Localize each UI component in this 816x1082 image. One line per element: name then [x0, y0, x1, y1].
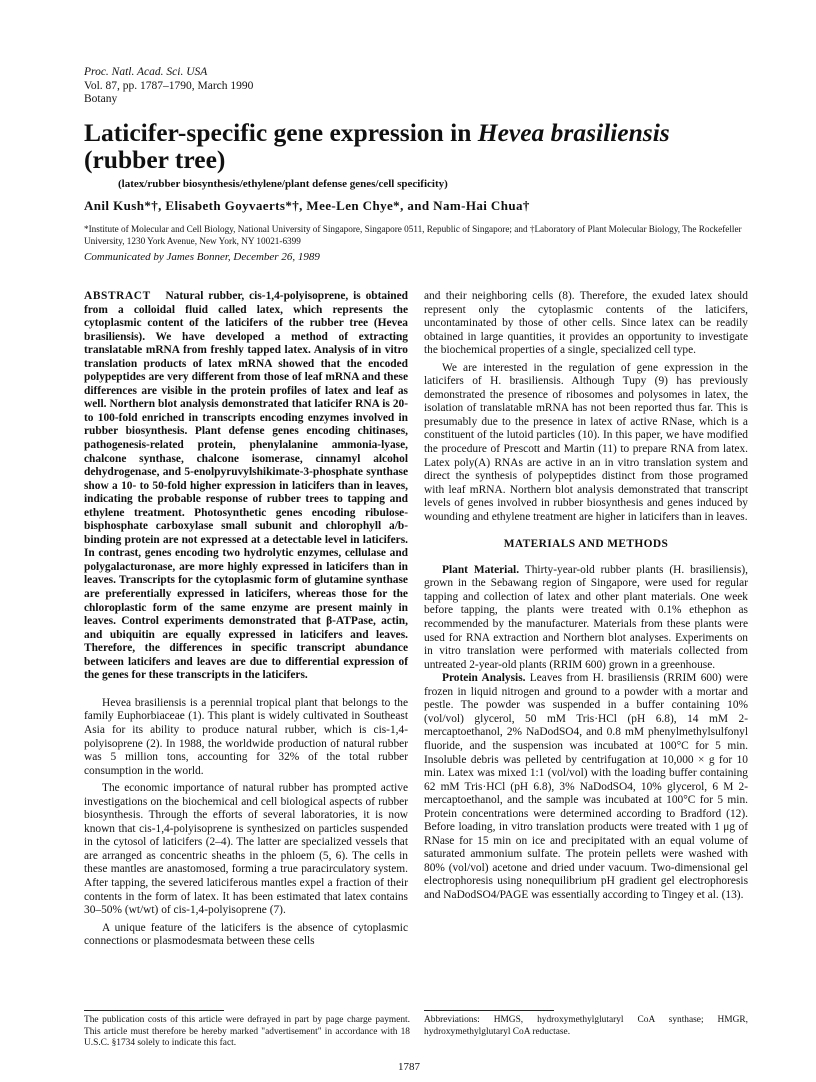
protein-analysis-heading: Protein Analysis. — [442, 672, 526, 685]
title-part1: Laticifer-specific gene expression in — [84, 118, 478, 147]
authors: Anil Kush*†, Elisabeth Goyvaerts*†, Mee-Len Chye*, and Nam-Hai Chua† — [84, 198, 530, 213]
abstract-text: Natural rubber, cis-1,4-polyisoprene, is obtained from a colloidal fluid called latex, which represents the cytoplasmic content of the laticifers of the rubber tree (Hevea brasiliensis). We have developed a method of extracting translatable mRNA from freshly tapped latex. Analysis of in vitro translation products of latex mRNA showed that the encoded polypeptides are very different from those of leaf mRNA and these differences are visible in the protein profiles of latex and leaf as well. Northern blot analysis demonstrated that laticifer RNA is 20- to 100-fold enriched in transcripts encoding enzymes involved in rubber biosynthesis. Plant defense genes encoding chitinases, pathogenesis-related protein, phenylalanine ammonia-lyase, chalcone synthase, chalcone isomerase, cinnamyl alcohol dehydrogenase, and 5-enolpyruvylshikimate-3-phosphate synthase show a 10- to 50-fold higher expression in laticifers than in leaves, indicating the probable response of rubber trees to tapping and ethylene treatment. Photosynthetic genes encoding ribulose-bisphosphate carboxylase small subunit and chlorophyll a/b-binding protein are not expressed at a detectable level in laticifers. In contrast, genes encoding two hydrolytic enzymes, cellulase and polygalacturonase, are more highly expressed in laticifers than in leaves. Transcripts for the cytoplasmic form of glutamine synthase are preferentially expressed in laticifers, whereas those for the chloroplastic form of the same enzyme are present mainly in leaves. Control experiments demonstrated that β-ATPase, actin, and ubiquitin are equally expressed in laticifers and leaves. Therefore, the differences in specific transcript abundance between laticifers and leaves are due to differential expression of the genes for these transcripts in the laticifers. — [84, 290, 408, 682]
abstract-label: ABSTRACT — [84, 290, 151, 302]
intro-paragraph-4: We are interested in the regulation of gene expression in the laticifers of H. brasiliensis. Although Tupy (9) has previously demonstrated the presence of ribosomes and polysomes in latex, the isolation of translatable mRNA has not been reported thus far. This is presumably due to the presence in latex of active RNase, which is a constituent of the lutoid particles (10). In this paper, we have modified the procedure of Prescott and Martin (11) to prepare RNA from latex. Latex poly(A) RNAs are active in an in vitro translation system and direct the synthesis of polypeptides distinct from those programed with leaf mRNA. Northern blot analysis demonstrated that transcript levels of genes involved in rubber biosynthesis and genes induced by wounding and ethylene treatment are higher in laticifers than in leaves. — [424, 361, 748, 523]
abbreviations-rule — [424, 1010, 554, 1011]
protein-analysis-paragraph — [424, 672, 748, 902]
abbreviations-footnote: Abbreviations: HMGS, hydroxymethylglutaryl CoA synthase; HMGR, hydroxymethylglutaryl CoA reductase. — [424, 1015, 748, 1037]
intro-paragraph-2: The economic importance of natural rubber has prompted active investigations on the biochemical and cell biological aspects of rubber biosynthesis. Through the efforts of several laboratories, it is now known that cis-1,4-polyisoprene is synthesized on particles suspended in the cytosol of laticifers (2–4). The latter are specialized vessels that are arranged as concentric sheaths in the phloem (5, 6). The cells in these mantles are anastomosed, forming a true paracirculatory system. After tapping, the severed laticiferous mantles expel a fraction of their contents in the form of latex. It has been estimated that latex contains 30–50% (wt/wt) of cis-1,4-polyisoprene (7). — [84, 782, 408, 917]
publication-footnote: The publication costs of this article were defrayed in part by page charge payment. This article must therefore be hereby marked "advertisement" in accordance with 18 U.S.C. §1734 solely to indicate this fact. — [84, 1015, 410, 1048]
title-part2: (rubber tree) — [84, 145, 226, 174]
right-column — [424, 290, 748, 903]
communicated-by: Communicated by James Bonner, December 26, 1989 — [84, 251, 320, 263]
title-species: Hevea brasiliensis — [477, 118, 670, 147]
article-title — [84, 119, 744, 173]
section-heading-methods: MATERIALS AND METHODS — [503, 538, 669, 551]
intro-paragraph-1: Hevea brasiliensis is a perennial tropical plant that belongs to the family Euphorbiaceae (1). This plant is widely cultivated in Southeast Asia for its ability to produce natural rubber, which is cis-1,4-polyisoprene (2). In 1988, the worldwide production of natural rubber was 5 million tons, accounting for 32% of the total rubber consumption in the world. — [84, 696, 408, 777]
page-number: 1787 — [398, 1061, 420, 1073]
volume-info: Vol. 87, pp. 1787–1790, March 1990 — [84, 79, 254, 92]
intro-paragraph-3: A unique feature of the laticifers is the absence of cytoplasmic connections or plasmodesmata between these cells — [84, 921, 408, 948]
intro-continuation: and their neighboring cells (8). Therefore, the exuded latex should represent only the cytoplasmic contents of the laticifers, uncontaminated by those of other cells. Since latex can be readily obtained in large quantities, it provides an opportunity to investigate the biochemical properties of a single, specialized cell type. — [424, 290, 748, 357]
abstract — [84, 290, 408, 683]
protein-analysis-text: Leaves from H. brasiliensis (RRIM 600) were frozen in liquid nitrogen and ground to a powder with a mortar and pestle. The powder was suspended in a buffer containing 10% (vol/vol) glycerol, 50 mM Tris·HCl (pH 6.8), 14 mM 2-mercaptoethanol, 2% NaDodSO4, and 0.8 mM phenylmethylsulfonyl fluoride, and the suspension was incubated at 100°C for 5 min. Insoluble debris was pelleted by centrifugation at 10,000 × g for 10 min. Latex was mixed 1:1 (vol/vol) with the loading buffer containing 62 mM Tris·HCl (pH 6.8), 3% NaDodSO4, 10% glycerol, 6 M 2-mercaptoethanol, and the sample was incubated at 100°C for 5 min. Protein concentrations were determined according to Bradford (12). Before loading, in vitro translation products were treated with 1 μg of RNase for 15 min on ice and precipitated with an equal volume of saturated ammonium sulfate. The protein pellets were washed with 80% (vol/vol) acetone and dried under vacuum. Two-dimensional gel electrophoresis using nonequilibrium pH gradient gel electrophoresis and NaDodSO4/PAGE was essentially according to Tingey et al. (13). — [424, 672, 748, 901]
keywords: (latex/rubber biosynthesis/ethylene/plant defense genes/cell specificity) — [118, 178, 448, 190]
affiliations: *Institute of Molecular and Cell Biology, National University of Singapore, Singapore 0511, Republic of Singapore; and †Laboratory of Plant Molecular Biology, The Rockefeller University, 1230 York Avenue, New York, NY 10021-6399 — [84, 224, 742, 246]
left-column — [84, 290, 408, 949]
journal-name: Proc. Natl. Acad. Sci. USA — [84, 66, 208, 78]
plant-material-heading: Plant Material. — [442, 563, 520, 576]
journal-header — [84, 66, 253, 107]
plant-material-text: Thirty-year-old rubber plants (H. brasiliensis), grown in the Sebawang region of Singapore, were used for regular tapping and collection of latex and other plant materials. One week before tapping, the plants were treated with 0.1% ethephon as recommended by the manufacturer. Materials from these plants were used for RNA extraction and Northern blot analyses. Experiments on in vitro translation were performed with materials collected from untreated 2-year-old plants (RRIM 600) grown in a greenhouse. — [424, 563, 748, 671]
section-label: Botany — [84, 93, 118, 105]
footnote-rule — [84, 1010, 224, 1011]
plant-material-paragraph — [424, 564, 748, 672]
